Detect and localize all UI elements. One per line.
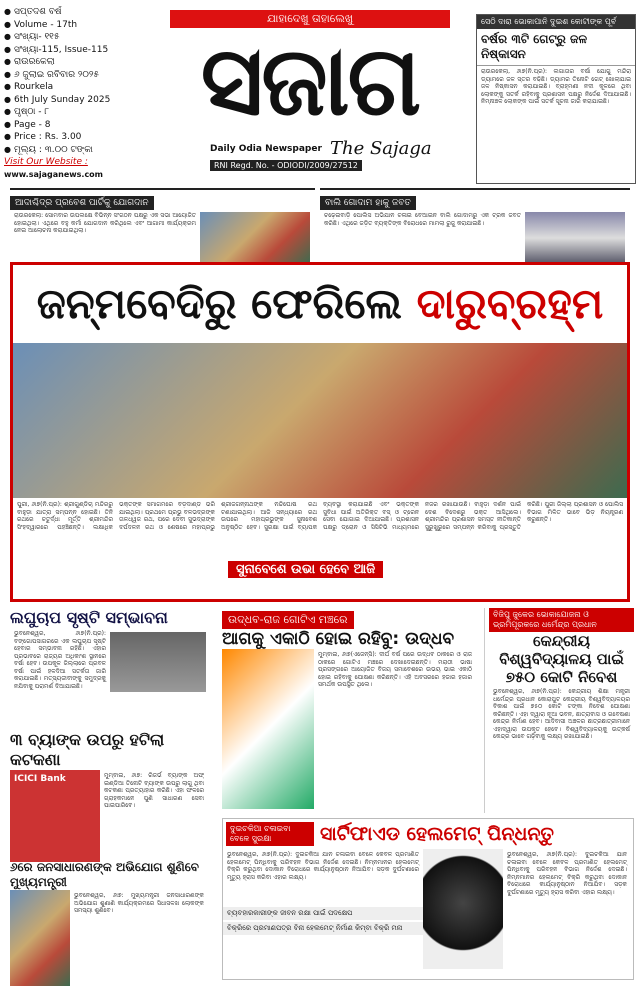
strip-mid-kicker: ବାଲି ଗୋଦାମ ହାକୁ ଜବତ bbox=[320, 196, 416, 210]
edition-city-or: ● ରାଉରକେଲା bbox=[4, 56, 154, 69]
bank-text: ମୁମ୍ବାଇ, ୬ା୭: ରିଜର୍ଭ ବ୍ୟାଙ୍କ ଅଫ୍ ଇଣ୍ଡିଆ ତିନୋଟି ବ୍ୟାଙ୍କ ଉପରୁ ଲାଗୁ ଥିବା କଟକଣା ପ୍ରତ୍ୟାହାର କରିଛି। ଏହା ଫଳରେ ଗ୍ରାହକମାନେ ପୁଣି ସାଧାରଣ ସେବା ପାଇପାରିବେ। bbox=[104, 772, 204, 809]
weather-story bbox=[10, 608, 210, 728]
rath-yatra-photo bbox=[13, 343, 627, 498]
helmet-kicker: ଦୁଇଚକିଆ ଚଳାଇବା ବେଳେ ସୁରକ୍ଷା bbox=[226, 822, 314, 846]
website-label[interactable]: Visit Our Website : bbox=[4, 157, 88, 167]
udhav-story bbox=[222, 608, 478, 813]
bank-title: ୩ ବ୍ୟାଙ୍କ ଉପରୁ ହଟିଲା କଟକଣା bbox=[10, 730, 165, 769]
edition-city-en: ● Rourkela bbox=[4, 81, 154, 94]
edition-year: ● ସପ୍ତଦଶ ବର୍ଷ bbox=[4, 6, 154, 19]
helmet-photo bbox=[423, 849, 503, 969]
helmet-bullet-1: ବ୍ୟବହାରକାରୀଙ୍କ ଜୀବନ ରକ୍ଷା ପାଇଁ ପଦକ୍ଷେପ bbox=[223, 907, 423, 920]
univ-title: କେନ୍ଦ୍ରୀୟ ବିଶ୍ୱବିଦ୍ୟାଳୟ ପାଇଁ ୭୫୦ କୋଟି ନିବେଶ bbox=[499, 632, 624, 686]
univ-kicker: ବିଜିପୁ ଜୁକେର ଭୋକାଯୋଜନା ଓ ଭ୍ରମିପୂରକରେ ଧର୍ମେନ୍ଦ୍ର ପ୍ରଧାନ bbox=[489, 608, 634, 632]
lead-headline-part-a: ଜନ୍ମବେଦିରୁ ଫେରିଲେ bbox=[36, 279, 417, 328]
strip-left-photo bbox=[200, 212, 310, 264]
cm-title: ୬ରେ ଜନସାଧାରଣଙ୍କ ଅଭିଯୋଗ ଶୁଣିବେ ମୁଖ୍ୟମନ୍ତ୍ରୀ bbox=[10, 860, 199, 889]
cm-photo bbox=[10, 890, 70, 986]
edition-meta bbox=[4, 6, 154, 181]
masthead bbox=[160, 10, 460, 178]
univ-story bbox=[484, 608, 634, 813]
udhav-title: ଆଗକୁ ଏକାଠି ହୋଇ ରହିବୁ: ଉଦ୍ଧବ bbox=[222, 629, 455, 649]
bank-story bbox=[10, 730, 210, 850]
edition-pages-or: ● ପୃଷ୍ଠା - ୮ bbox=[4, 106, 154, 119]
strip-left-text: ରାଉରକେଲା: ସୋମବାର ଉପଲକ୍ଷେ ବିଭିନ୍ନ ସଂଗଠନ ପକ୍ଷରୁ ଏକ ସଭା ଆୟୋଜିତ ହୋଇଥିଲା। ଏଥିରେ ବହୁ କର୍ମୀ ଯୋଗଦାନ କରିଥିଲେ ଏବଂ ଆଗାମୀ କାର୍ଯ୍ୟକ୍ରମ ନେଇ ଆଲୋଚନା କରାଯାଇଥିଲା। bbox=[14, 212, 196, 234]
udhav-text: ମୁମ୍ବାଇ, ୬ା୭(ଏଜେନ୍ସି): ଦୀର୍ଘ ବର୍ଷ ପରେ ଉଦ୍ଧବ ଠାକରେ ଓ ରାଜ ଠାକରେ ଗୋଟିଏ ମଞ୍ଚରେ ଦେଖାଦେଇଛନ୍ତି। ମରାଠୀ ଭାଷା ପ୍ରସଙ୍ଗରେ ଆୟୋଜିତ ବିଜୟ ସମାବେଶରେ ଉଭୟ ଭାଇ ଏକାଠି ହୋଇ ରହିବାକୁ ଘୋଷଣା କରିଛନ୍ତି। ଏହି ଅବସରରେ ହଜାର ହଜାର ସମର୍ଥକ ଉପସ୍ଥିତ ଥିଲେ। bbox=[318, 651, 472, 688]
cm-story bbox=[10, 860, 210, 980]
newspaper-logo: ସଜାଗ bbox=[200, 24, 420, 137]
cm-text: ଭୁବନେଶ୍ୱର, ୬ା୭: ମୁଖ୍ୟମନ୍ତ୍ରୀ ଜନସାଧାରଣଙ୍କ ଅଭିଯୋଗ ଶୁଣାଣି କାର୍ଯ୍ୟକ୍ରମରେ ସିଧାସଳଖ ଲୋକଙ୍କ ସମସ୍ୟା ଶୁଣିବେ। bbox=[74, 892, 204, 914]
edition-volume: ● Volume - 17th bbox=[4, 19, 154, 32]
top-right-title: ବର୍ଷର ୩ଟି ଗେଟ୍ରୁ ଜଳ ନିଷ୍କାସନ bbox=[477, 29, 635, 66]
rain-photo bbox=[110, 632, 206, 692]
top-right-story bbox=[476, 14, 636, 184]
edition-price-en: ● Price : Rs. 3.00 bbox=[4, 131, 154, 144]
weather-title: ଲଘୁଚାପ ସୃଷ୍ଟି ସମ୍ଭାବନା bbox=[10, 608, 168, 627]
edition-date-en: ● 6th July Sunday 2025 bbox=[4, 94, 154, 107]
edition-pages-en: ● Page - 8 bbox=[4, 119, 154, 132]
edition-price-or: ● ମୂଲ୍ୟ : ୩.୦୦ ଟଙ୍କା bbox=[4, 144, 154, 157]
lead-headline bbox=[13, 265, 627, 343]
helmet-bullet-2: ବିକ୍ରିରେ ପ୍ରମାଣପତ୍ର ବିନା ହେଲମେଟ୍ ନିର୍ମାଣ କିମ୍ବା ବିକ୍ରି ମନା bbox=[223, 922, 423, 935]
top-right-text: ରାଉରକେଲା, ୬ା୭(ନି.ପ୍ର): ଲଗାତାର ବର୍ଷା ଯୋଗୁ ମନ୍ଦିରା ଡ୍ୟାମରେ ଜଳ ସ୍ତର ବଢିଛି। ଡ୍ୟାମର ତିନୋଟି ଗେଟ୍ ଖୋଲାଯାଇ ଜଳ ନିଷ୍କାସନ କରାଯାଇଛି। ବ୍ରାହ୍ମଣୀ ନଦୀ କୂଳରେ ଥିବା ଲୋକଙ୍କୁ ସତର୍କ ରହିବାକୁ ପ୍ରଶାସନ ପକ୍ଷରୁ ନିର୍ଦ୍ଦେଶ ଦିଆଯାଇଛି। ନିମ୍ନାଞ୍ଚଳ ଲୋକଙ୍କ ପାଇଁ ସତର୍କ ସୂଚନା ଜାରି କରାଯାଇଛି। bbox=[481, 68, 631, 105]
udhav-photo bbox=[222, 649, 314, 809]
edition-issue-en: ● ସଂଖ୍ୟା-115, Issue-115 bbox=[4, 44, 154, 57]
helmet-text: ଭୁବନେଶ୍ୱର, ୬ା୭(ନି.ପ୍ର): ଦୁଇଚକିଆ ଯାନ ଚଳାଇବା ବେଳେ କେବଳ ପ୍ରମାଣିତ ହେଲମେଟ୍ ପିନ୍ଧିବାକୁ ପରିବହନ ବିଭାଗ ନିର୍ଦ୍ଦେଶ ଦେଇଛି। ନିମ୍ନମାନର ହେଲମେଟ୍ ବିକ୍ରି କରୁଥିବା ଦୋକାନ ବିରୋଧରେ କାର୍ଯ୍ୟାନୁଷ୍ଠାନ ନିଆଯିବ। ସଡ଼କ ଦୁର୍ଘଟଣାରେ ମୃତ୍ୟୁ ହ୍ରାସ କରିବା ଏହାର ଲକ୍ଷ୍ୟ। bbox=[227, 851, 419, 881]
edition-issue-or: ● ସଂଖ୍ୟା- ୧୧୫ bbox=[4, 31, 154, 44]
lead-text: ପୁରୀ, ୬ା୭(ନି.ପ୍ର): ଶ୍ରୀଗୁଣ୍ଡିଚା ମନ୍ଦିରରୁ ବାହୁଡ଼ା ଯାତ୍ରା ସମ୍ପନ୍ନ ହୋଇଛି। ତିନି ରଥରେ ଚତୁର୍ଦ୍ଧା ମୂର୍ତ୍ତି ଶ୍ରୀମନ୍ଦିର ସିଂହଦ୍ୱାରରେ ପହଞ୍ଚିଛନ୍ତି। ଲକ୍ଷାଧିକ ଭକ୍ତଙ୍କ ସମାଗମରେ ବଡ଼ଦାଣ୍ଡ ଭରି ଯାଇଥିଲା। ପ୍ରଥମେ ପ୍ରଭୁ ବଳଭଦ୍ରଙ୍କ ତାଳଧ୍ୱଜ ରଥ, ପରେ ଦେବୀ ସୁଭଦ୍ରାଙ୍କ ଦର୍ପଦଳନ ରଥ ଓ ଶେଷରେ ମହାପ୍ରଭୁ ଶ୍ରୀଜଗନ୍ନାଥଙ୍କ ନନ୍ଦିଘୋଷ ରଥ ଟଣାଯାଇଥିଲା। ଆଜି ସନ୍ଧ୍ୟାରେ ରଥ ଉପରେ ମହାପ୍ରଭୁଙ୍କ ସୁନାବେଶ ଅନୁଷ୍ଠିତ ହେବ। ସୁରକ୍ଷା ପାଇଁ ବ୍ୟାପକ ବ୍ୟବସ୍ଥା କରାଯାଇଛି ଏବଂ ଭକ୍ତଙ୍କ ସୁବିଧା ପାଇଁ ଅତିରିକ୍ତ ବସ୍ ଓ ଟ୍ରେନ ସେବା ଯୋଗାଇ ଦିଆଯାଇଛି। ପ୍ରଶାସନ ପକ୍ଷରୁ ଡ୍ରୋନ ଓ ସିସିଟିଭି ମାଧ୍ୟମରେ ନଜର ରଖାଯାଉଛି। ବାହୁଡ଼ା ଦର୍ଶନ ପାଇଁ ଦେଶ ବିଦେଶରୁ ଭକ୍ତ ଆସିଥିଲେ। ଶ୍ରୀମନ୍ଦିର ପ୍ରଶାସନ ସମସ୍ତ ନୀତିକାନ୍ତି ସୁରୁଖୁରୁରେ ସମ୍ପନ୍ନ କରିବାକୁ ପ୍ରସ୍ତୁତି କରିଛି। ପୁରୀ ଜିଲ୍ଲା ପ୍ରଶାସନ ଓ ପୋଲିସ ବିଭାଗ ମିଳିତ ଭାବେ ଭିଡ଼ ନିୟନ୍ତ୍ରଣ କରୁଛନ୍ତି। bbox=[17, 501, 623, 531]
strip-mid-story bbox=[320, 188, 630, 260]
website-url[interactable]: www.sajaganews.com bbox=[4, 169, 104, 179]
masthead-tagline: ଯାହାଦେଖୁ ତାହାଲେଖୁ bbox=[170, 10, 450, 28]
lead-subhead: ସୁନାବେଶେ ଉଭା ହେବେ ଆଜି bbox=[228, 561, 383, 578]
lead-story bbox=[10, 262, 630, 602]
helmet-text-2: ଭୁବନେଶ୍ୱର, ୬ା୭(ନି.ପ୍ର): ଦୁଇଚକିଆ ଯାନ ଚଳାଇବା ବେଳେ କେବଳ ପ୍ରମାଣିତ ହେଲମେଟ୍ ପିନ୍ଧିବାକୁ ପରିବହନ ବିଭାଗ ନିର୍ଦ୍ଦେଶ ଦେଇଛି। ନିମ୍ନମାନର ହେଲମେଟ୍ ବିକ୍ରି କରୁଥିବା ଦୋକାନ ବିରୋଧରେ କାର୍ଯ୍ୟାନୁଷ୍ଠାନ ନିଆଯିବ। ସଡ଼କ ଦୁର୍ଘଟଣାରେ ମୃତ୍ୟୁ ହ୍ରାସ କରିବା ଏହାର ଲକ୍ଷ୍ୟ। bbox=[507, 851, 627, 896]
helmet-story bbox=[222, 818, 634, 980]
weather-text: ଭୁବନେଶ୍ୱର, ୬ା୭(ନି.ପ୍ର): ବଙ୍ଗୋପସାଗରରେ ଏକ ଲଘୁଚାପ ସୃଷ୍ଟି ହେବାର ସମ୍ଭାବନା ରହିଛି। ଏହାର ପ୍ରଭାବରେ ରାଜ୍ୟର ଅଧିକାଂଶ ସ୍ଥାନରେ ବର୍ଷା ହେବ। ଉପକୂଳ ଜିଲ୍ଲାରେ ପ୍ରବଳ ବର୍ଷା ପାଇଁ ହଳଦିଆ ସତର୍କତା ଜାରି କରାଯାଇଛି। ମତ୍ସ୍ୟଜୀବୀଙ୍କୁ ସମୁଦ୍ରକୁ ନଯିବାକୁ ପରାମର୍ଶ ଦିଆଯାଇଛି। bbox=[14, 630, 106, 690]
masthead-daily: Daily Odia Newspaper bbox=[210, 144, 322, 154]
bank-photo: ICICI Bank bbox=[10, 770, 100, 862]
truck-photo bbox=[525, 212, 625, 264]
lead-headline-part-b: ଦାରୁବ୍ରହ୍ମ bbox=[416, 279, 604, 328]
top-right-kicker: ସେଠି ଦାରା ଭୋକାପାନି ଦୁଇଶ କୋଟୀଙ୍କ ପୂର୍ବ bbox=[477, 15, 635, 29]
strip-left-kicker: ଆଦାଶ୍ଚିଦ୍ର ପ୍ରବେଶ ପାର୍ଟିକୁ ଯୋଗଦାନ bbox=[10, 196, 154, 210]
strip-mid-text: ଚଢ଼େଇବାଡ଼ି ପୋଲିସ ଅଭିଯାନ ଚଳାଇ ବେଆଇନ ବାଲି ଗୋଦାମରୁ ଏକ ଟ୍ରକ ଜବତ କରିଛି। ଏଥିରେ ଜଡ଼ିତ ବ୍ୟକ୍ତିଙ୍କ ବିରୋଧରେ ମାମଲା ରୁଜୁ କରାଯାଇଛି। bbox=[324, 212, 521, 227]
strip-left-story bbox=[10, 188, 315, 260]
edition-date-or: ● ୬ ଜୁଲାଇ ରବିବାର ୨୦୨୫ bbox=[4, 69, 154, 82]
masthead-regd: RNI Regd. No. - ODIODI/2009/27512 bbox=[210, 160, 362, 171]
helmet-title: ସାର୍ଟିଫାଏଡ ହେଲମେଟ୍ ପିନ୍ଧନ୍ତୁ bbox=[320, 823, 554, 845]
univ-text: ଭୁବନେଶ୍ୱର, ୬ା୭(ନି.ପ୍ର): କେନ୍ଦ୍ରୀୟ ଶିକ୍ଷା ମନ୍ତ୍ରୀ ଧର୍ମେନ୍ଦ୍ର ପ୍ରଧାନ କୋରାପୁଟ କେନ୍ଦ୍ରୀୟ ବିଶ୍ୱବିଦ୍ୟାଳୟର ବିକାଶ ପାଇଁ ୭୫୦ କୋଟି ଟଙ୍କା ନିବେଶ ଘୋଷଣା କରିଛନ୍ତି। ଏହା ଦ୍ୱାରା ନୂଆ ଭବନ, ଛାତ୍ରାବାସ ଓ ଗବେଷଣା କେନ୍ଦ୍ର ନିର୍ମାଣ ହେବ। ଆଦିବାସୀ ଅଞ୍ଚଳର ଛାତ୍ରଛାତ୍ରୀମାନେ ଏହାଦ୍ୱାରା ଉପକୃତ ହେବେ। ବିଶ୍ୱବିଦ୍ୟାଳୟକୁ ଉତ୍କର୍ଷ କେନ୍ଦ୍ର ଭାବେ ଗଢ଼ିବାକୁ ଲକ୍ଷ୍ୟ ରଖାଯାଇଛି। bbox=[493, 688, 630, 740]
masthead-script: The Sajaga bbox=[330, 138, 432, 159]
udhav-kicker: ଉଦ୍ଧବ-ରାଜ ଗୋଟିଏ ମଞ୍ଚରେ bbox=[222, 611, 354, 629]
